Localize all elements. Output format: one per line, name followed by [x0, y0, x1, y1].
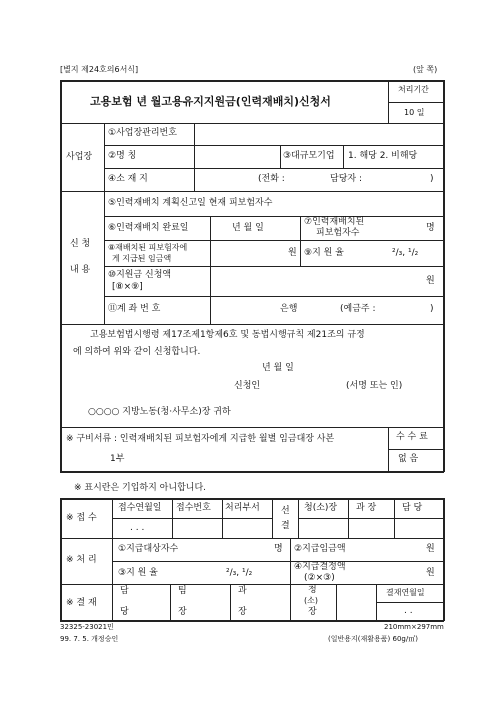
- footer-size: 210mm×297mm: [384, 623, 444, 631]
- apply-amount-unit: 원: [426, 276, 435, 286]
- reception-label: ※ 접 수: [66, 513, 97, 523]
- footer-paper: (일반용지(재활용품) 60g/㎡): [328, 635, 418, 643]
- processing-rate-label: ③지 원 율: [118, 568, 158, 578]
- relocated-count-label-1: ⑦인력재배치된: [304, 217, 365, 227]
- account-number-label: ⑪계 좌 번 호: [108, 304, 161, 314]
- processing-target-unit: 명: [274, 544, 283, 554]
- form-number: [별지 제24호의6서식]: [60, 65, 139, 74]
- applicant-label: 신청인: [234, 381, 261, 391]
- processing-target-label: ①지급대상자수: [118, 544, 179, 554]
- approval-label: ※ 결 재: [66, 598, 97, 608]
- statement-line-1: 고용보험법시행령 제17조제1항제6호 및 동법시행규칙 제21조의 규정: [90, 330, 365, 340]
- approval-slot-2a: 팀: [178, 586, 187, 596]
- processing-amount-label-2: (②×③): [304, 573, 335, 583]
- completion-date-label: ⑥인력재배치 완료일: [108, 223, 189, 233]
- fee-label: 수 수 료: [396, 432, 428, 442]
- address-label: ④소 재 지: [108, 174, 148, 184]
- reception-col-department: 처리부서: [225, 503, 260, 513]
- workplace-reg-no-label: ①사업장관리번호: [108, 128, 177, 138]
- section-content-1: 신 청: [70, 239, 91, 249]
- processing-label: ※ 처 리: [66, 555, 97, 565]
- processing-wage-unit: 원: [426, 544, 435, 554]
- approval-slot-4a: 청: [308, 585, 317, 595]
- workplace-name-label: ②명 칭: [108, 151, 137, 161]
- page-side: (앞 쪽): [413, 65, 438, 74]
- large-company-options: 1. 해당 2. 비해당: [348, 151, 418, 161]
- approval-date-label: 결재연월일: [386, 588, 425, 597]
- statement-date: 년 월 일: [262, 363, 294, 373]
- processing-period-label: 처리기간: [398, 85, 429, 94]
- section-content-2: 내 용: [70, 265, 91, 275]
- wage-paid-label-1: ⑧재배치된 피보험자에: [108, 243, 188, 252]
- decision-label-1: 선: [281, 506, 290, 516]
- attachments-line-1: ※ 구비서류 : 인력재배치된 피보험자에게 지급한 월별 임금대장 사본: [66, 434, 335, 444]
- depositor-label: (예금주 :: [340, 304, 376, 314]
- approval-slot-1a: 담: [120, 586, 129, 596]
- approval-slot-4c: 장: [308, 607, 317, 617]
- approval-slot-1b: 당: [120, 607, 129, 617]
- depositor-close-paren: ): [430, 304, 434, 314]
- reception-col-date: 접수연월일: [118, 503, 162, 513]
- approver-staff: 담 당: [402, 503, 423, 513]
- reception-col-number: 접수번호: [176, 503, 211, 513]
- relocated-count-unit: 명: [426, 223, 435, 233]
- fee-value: 없 음: [398, 454, 419, 464]
- addressee: ○○○○ 지방노동(청·사무소)장 귀하: [88, 407, 231, 417]
- approval-slot-2b: 장: [178, 607, 187, 617]
- form-title: 고용보험 년 월고용유지지원금(인력재배치)신청서: [90, 95, 331, 108]
- decision-label-2: 결: [281, 521, 290, 531]
- bank-label: 은행: [280, 304, 298, 314]
- large-company-label: ③대규모기업: [283, 151, 335, 161]
- apply-amount-label-1: ⑩지원금 신청액: [108, 270, 172, 280]
- support-rate-value: ²/₃, ¹/₂: [392, 248, 419, 258]
- approval-slot-3b: 장: [238, 607, 247, 617]
- processing-rate-value: ²/₃, ¹/₂: [226, 568, 253, 578]
- apply-amount-label-2: [⑧×⑨]: [112, 282, 143, 292]
- footer-code: 32325-23021민: [60, 623, 114, 631]
- wage-paid-unit: 원: [288, 248, 297, 258]
- support-rate-label: ⑨지 원 율: [304, 248, 344, 258]
- processing-period-value: 10 일: [404, 108, 425, 117]
- section-workplace: 사업장: [66, 152, 93, 162]
- wage-paid-label-2: 게 지급된 임금액: [112, 254, 172, 263]
- contact-label: 담당자 :: [330, 174, 362, 184]
- processing-amount-unit: 원: [426, 568, 435, 578]
- attachments-line-2: 1부: [110, 454, 125, 464]
- approver-chief: 청(소)장: [304, 503, 338, 513]
- processing-amount-label-1: ④지급결정액: [294, 562, 346, 572]
- approval-slot-4b: (소): [304, 596, 318, 605]
- approval-slot-3a: 과: [238, 586, 247, 596]
- phone-label: (전화 :: [258, 174, 285, 184]
- signature-label: (서명 또는 인): [346, 381, 403, 391]
- insured-at-plan-label: ⑤인력재배치 계획신고일 현재 피보험자수: [108, 198, 273, 208]
- statement-line-2: 에 의하여 위와 같이 신청합니다.: [73, 347, 201, 357]
- footer-revision: 99. 7. 5. 개정승인: [60, 635, 119, 643]
- approver-manager: 과 장: [356, 503, 377, 513]
- approval-date-dots: . .: [404, 606, 413, 616]
- completion-date-units: 년 월 일: [232, 223, 264, 233]
- reception-date-dots: . . .: [130, 523, 145, 533]
- relocated-count-label-2: 피보험자수: [316, 228, 360, 238]
- processing-wage-label: ②지급임금액: [294, 544, 346, 554]
- note-text: ※ 표시란은 기입하지 아니합니다.: [74, 483, 207, 493]
- address-close-paren: ): [430, 174, 434, 184]
